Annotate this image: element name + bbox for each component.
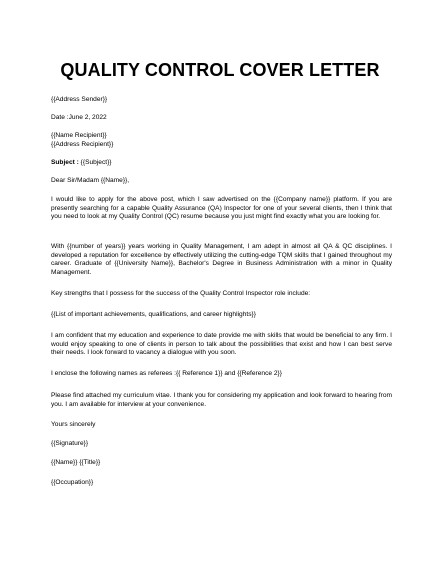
paragraph-attachment: Please find attached my curriculum vitae. I thank you for considering my application and look forward to hearing from you. I am available for interview at your convenience. — [51, 392, 392, 408]
letter-date: Date :June 2, 2022 — [51, 114, 107, 121]
paragraph-key-strengths: Key strengths that I possess for the success of the Quality Control Inspector role include: — [51, 290, 311, 297]
paragraph-achievements: {{List of important achievements, qualifications, and career highlights}} — [51, 311, 256, 318]
paragraph-confidence: I am confident that my education and experience to date provide me with skills that would be beneficial to any firm. I would enjoy speaking to one of clients in person to talk about the possibilities that exist and how I can best serve their needs. I look forward to vacancy a dialogue with you soon. — [51, 332, 392, 357]
salutation: Dear Sir/Madam {{Name}}, — [51, 177, 130, 184]
paragraph-referees: I enclose the following names as referees :{{ Reference 1}} and {{Reference 2}} — [51, 370, 282, 377]
subject-label: Subject : — [51, 159, 79, 166]
closing: Yours sincerely — [51, 421, 96, 428]
name-title: {{Name}} {{Title}} — [51, 459, 101, 466]
recipient-name: {{Name Recipient}} — [51, 132, 107, 139]
paragraph-experience: With {{number of years}} years working in Quality Management, I am adept in almost all QA & QC disciplines. I developed a reputation for excellence by effectively utilizing the cutting-edge TQM skills that I gained throughout my career. Graduate of {{University Name}}, Bachelor's Degree in Business Administration with a minor in Quality Management. — [51, 243, 392, 276]
subject-value: {{Subject}} — [78, 159, 112, 166]
signature: {{Signature}} — [51, 440, 89, 447]
address-sender: {{Address Sender}} — [51, 96, 108, 103]
recipient-address: {{Address Recipient}} — [51, 141, 114, 148]
subject-line — [51, 159, 392, 168]
page-title: QUALITY CONTROL COVER LETTER — [60, 60, 380, 80]
occupation: {{Occupation}} — [51, 479, 94, 486]
paragraph-intro: I would like to apply for the above post, which I saw advertised on the {{Company name}} platform. If you are presently searching for a capable Quality Assurance (QA) Inspector for one of your several clients, then I think that you need to look at my Quality Control (QC) resume because you just might find exactly what you are looking for. — [51, 196, 392, 221]
